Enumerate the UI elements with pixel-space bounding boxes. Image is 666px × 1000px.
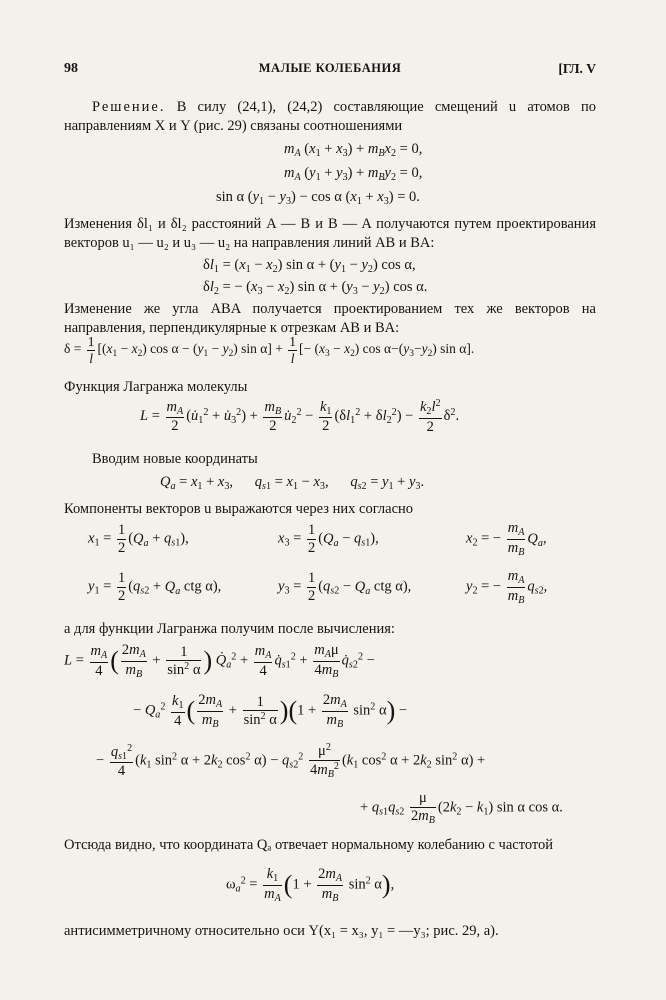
equation-lagrangian-normal-3: − $\frac{q_{s1}^2}{4}$ ($k_1$ $\sin^2 \alpha + 2k_2$ $\cos^2 \alpha) - q_{s2}^2$ $\frac{\mu^2}{4m_B^2}$ ($k_1$ $\cos^2 \alpha + 2k_2$ $\sin^2 \alpha$) + — [96, 742, 486, 780]
equation-lagrangian-normal-2: − $Q_a^2$ $\frac{k_1}{4}$ ( $\frac{2m_A}{m_B}$ + $\frac{1}{\sin^2 \alpha}$ )(1 + $\frac{2m_A}{m_B}$ $\sin^2 \alpha$) − — [133, 692, 408, 730]
equation-constraint-3: sin α $(y_1 - y_3) - \cos \alpha$ $(x_1 + x_3) = 0$. — [216, 189, 420, 207]
page-number: 98 — [64, 61, 78, 76]
equation-x2: $x_2$ = − $\frac{m_A}{m_B}$ $Q_a$, — [466, 520, 547, 558]
chapter-label: [ГЛ. V — [558, 61, 596, 76]
equation-x3: $x_3$ = $\frac{1}{2}$ $(Q_a - q_{s1})$, — [278, 522, 379, 556]
equation-delta: δ = $\frac{1}{l}$ [$(x_1 - x_2)$ $\cos \alpha - (y_1 - y_2)$ sin α] + $\frac{1}{l}$ [− $(x_3 - x_2)$ $\cos \alpha-(y_3-y_2)$ sin α]. — [64, 334, 475, 366]
equation-delta-l1: $\delta l_1 = (x_1 - x_2)$ $\sin \alpha + (y_1 - y_2)$ cos α, — [203, 257, 416, 275]
paragraph-lagrangian: Функция Лагранжа молекулы — [64, 379, 248, 395]
paragraph-angle-change: Изменение же угла ABA получается проектированием тех же векторов на направления, перпендикулярные к отрезкам AB и BA: — [64, 301, 596, 336]
equation-constraint-1: $m_A$ $(x_1 + x_3) + m_Bx_2 = 0$, — [284, 141, 423, 159]
equation-constraint-2: $m_A$ $(y_1 + y_3) + m_By_2 = 0$, — [284, 165, 423, 183]
equation-x1: $x_1$ = $\frac{1}{2}$ $(Q_a + q_{s1})$, — [88, 522, 189, 556]
equation-new-coordinates: $Q_a = x_1 + x_3$, $q_{s1} = x_1 - x_3$, $q_{s2} = y_1 + y_3$. — [160, 474, 425, 492]
equation-y3: $y_3$ = $\frac{1}{2}$ ($q_{s2} - Q_a$ ctg α), — [278, 570, 412, 604]
equation-lagrangian: L = $\frac{m_A}{2}$ ($u̇_1^2$ + $u̇_3^2$) + $\frac{m_B}{2}$ $u̇_2^2$ − $\frac{k_1}{2}$ $(\delta l_1^2 + \delta l_2^2)$ − $\frac{k_2l^2}{2}$ $\delta^2$. — [140, 398, 460, 435]
equation-delta-l2: $\delta l_2$ = − $(x_3 - x_2)$ $\sin \alpha + (y_3 - y_2)$ cos α. — [203, 279, 428, 297]
equation-lagrangian-normal-4: + $q_{s1}q_{s2}$ $\frac{\mu}{2m_B}$ $(2k_2 - k_1)$ sin α cos α. — [360, 790, 563, 826]
equation-frequency: $\omega_a^2$ = $\frac{k_1}{m_A}$ (1 + $\frac{2m_A}{m_B}$ $\sin^2 \alpha$), — [226, 866, 395, 904]
equation-lagrangian-normal-1: L = $\frac{m_A}{4}$ ( $\frac{2m_A}{m_B}$ + $\frac{1}{\sin^2 \alpha}$ ) $Q̇_a^2$ + $\frac{m_A}{4}$ $q̇_{s1}^2$ + $\frac{m_A\mu}{4m_B}$ $q̇_{s2}^2$ − — [64, 642, 375, 680]
paragraph-new-coordinates: Вводим новые координаты — [92, 451, 258, 467]
page-header — [64, 60, 596, 80]
solution-lead: Решение. — [92, 99, 166, 115]
solution-text: В силу (24,1), (24,2) составляющие смещений u атомов по направлениям X и Y (рис. 29) связаны соотношениями — [64, 99, 596, 134]
paragraph-components: Компоненты векторов u выражаются через них согласно — [64, 501, 414, 517]
equation-y1: $y_1$ = $\frac{1}{2}$ ($q_{s2} + Q_a$ ctg α), — [88, 570, 222, 604]
equation-y2: $y_2$ = − $\frac{m_A}{m_B}$ $q_{s2}$, — [466, 568, 548, 606]
paragraph-antisymmetric: антисимметричному относительно оси Y(x₁ = x₃, y₁ = —y₃; рис. 29, a). — [64, 923, 499, 939]
running-title: МАЛЫЕ КОЛЕБАНИЯ — [258, 61, 402, 75]
paragraph-after-calculation: а для функции Лагранжа получим после вычисления: — [64, 621, 395, 637]
paragraph-length-changes: Изменения δl₁ и δl₂ расстояний A — B и B — A получаются путем проектирования векторов u₁ — u₂ и u₃ — u₂ на направления линий AB и BA: — [64, 216, 596, 251]
paragraph-normal-mode: Отсюда видно, что координата Qₐ отвечает нормальному колебанию с частотой — [64, 837, 554, 853]
paragraph-solution — [64, 98, 596, 136]
